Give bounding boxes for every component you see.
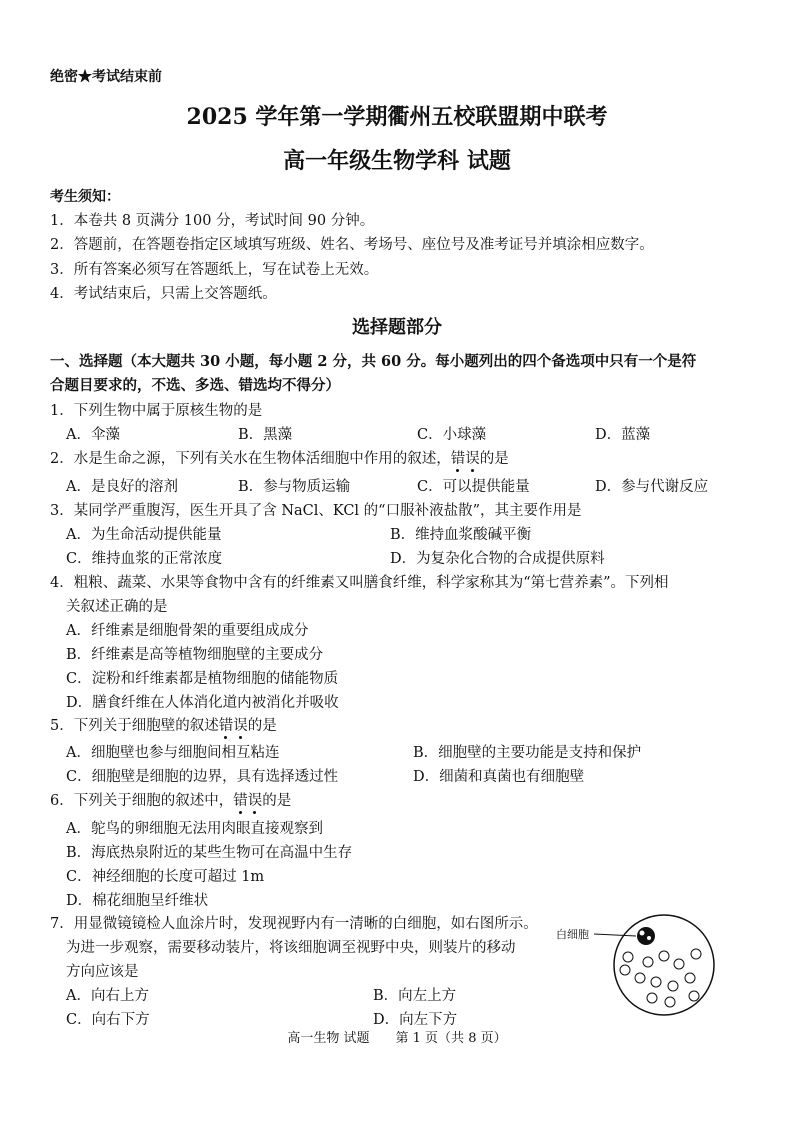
question-6-option-a: A．鸵鸟的卵细胞无法用肉眼直接观察到 (66, 821, 323, 837)
question-4-stem-line2: 关叙述正确的是 (66, 599, 168, 615)
question-2-option-d: D．参与代谢反应 (595, 479, 709, 495)
red-blood-cell (620, 965, 630, 975)
part-heading-line2: 合题目要求的，不选、多选、错选均不得分） (50, 377, 340, 394)
question-2-stem (50, 447, 509, 468)
red-blood-cell (643, 957, 653, 967)
field-of-view-circle (614, 915, 714, 1015)
microscope-field-figure (556, 912, 726, 1022)
exam-subtitle: 高一年级生物学科 试题 (283, 148, 511, 174)
question-1-option-c: C．小球藻 (417, 427, 487, 443)
question-6-stem-end: 的是 (262, 793, 292, 809)
red-blood-cell (668, 981, 678, 991)
question-6-option-d: D．棉花细胞呈纤维状 (66, 893, 209, 909)
question-3-option-b: B．维持血浆酸碱平衡 (390, 527, 532, 543)
question-5-option-a: A．细胞壁也参与细胞间相互粘连 (66, 745, 280, 761)
emphasis-char: 错 (218, 718, 234, 734)
question-1-stem: 1．下列生物中属于原核生物的是 (50, 403, 263, 419)
emphasis-char: 误 (233, 718, 248, 734)
question-5-stem-text: 5．下列关于细胞壁的叙述 (50, 718, 219, 734)
question-7-stem-line3: 方向应该是 (66, 964, 139, 980)
notice-heading: 考生须知： (50, 189, 120, 205)
question-5-stem (50, 714, 277, 735)
red-blood-cell (685, 973, 695, 983)
question-1-option-b: B．黑藻 (238, 427, 293, 443)
question-4-option-a: A．纤维素是细胞骨架的重要组成成分 (66, 623, 309, 639)
question-4-stem: 4．粗粮、蔬菜、水果等食物中含有的纤维素又叫膳食纤维，科学家称其为“第七营养素”。下列相 (50, 575, 669, 591)
question-7-option-a: A．向右上方 (66, 988, 149, 1004)
red-blood-cell (651, 977, 661, 987)
notice-item: 2．答题前，在答题卷指定区域填写班级、姓名、考场号、座位号及准考证号并填涂相应数字。 (50, 237, 654, 253)
page-footer: 高一生物 试题 第 1 页（共 8 页） (287, 1031, 507, 1046)
emphasis-char: 错 (233, 793, 248, 809)
question-2-option-a: A．是良好的溶剂 (66, 479, 178, 495)
question-6-stem (50, 789, 291, 810)
question-3-option-a: A．为生命活动提供能量 (66, 527, 222, 543)
question-6-stem-text: 6．下列关于细胞的叙述中， (50, 793, 234, 809)
white-cell-nucleus (640, 931, 645, 936)
question-5-stem-end: 的是 (247, 718, 277, 734)
white-blood-cell (637, 927, 655, 945)
red-blood-cell (659, 951, 669, 961)
red-blood-cell (689, 991, 699, 1001)
notice-item: 3．所有答案必须写在答题纸上，写在试卷上无效。 (50, 262, 379, 278)
emphasis-char: 错 (450, 451, 466, 467)
red-blood-cell (647, 993, 657, 1003)
question-5-option-b: B．细胞壁的主要功能是支持和保护 (413, 745, 642, 761)
emphasis-char: 误 (247, 793, 263, 809)
white-cell-nucleus (647, 936, 651, 940)
label-leader-line (594, 934, 636, 936)
question-7-option-b: B．向左上方 (373, 988, 457, 1004)
question-5-option-d: D．细菌和真菌也有细胞壁 (413, 769, 585, 785)
question-7-stem-line2: 为进一步观察，需要移动装片，将该细胞调至视野中央，则装片的移动 (66, 940, 516, 956)
question-6-option-c: C．神经细胞的长度可超过 1m (66, 869, 265, 885)
question-7-option-c: C．向右下方 (66, 1012, 150, 1028)
notice-item: 1．本卷共 8 页满分 100 分，考试时间 90 分钟。 (50, 213, 375, 229)
white-cell-label: 白细胞 (556, 928, 589, 941)
question-1-option-a: A．伞藻 (66, 427, 120, 443)
question-4-option-d: D．膳食纤维在人体消化道内被消化并吸收 (66, 695, 339, 711)
exam-title: 2025 学年第一学期衢州五校联盟期中联考 (186, 104, 608, 130)
secret-mark: 绝密★考试结束前 (50, 69, 162, 85)
question-2-option-c: C．可以提供能量 (417, 479, 530, 495)
question-3-option-c: C．维持血浆的正常浓度 (66, 551, 223, 567)
question-3-stem: 3．某同学严重腹泻，医生开具了含 NaCl、KCl 的“口服补液盐散”，其主要作用是 (50, 503, 582, 519)
question-1-option-d: D．蓝藻 (595, 427, 651, 443)
question-3-option-d: D．为复杂化合物的合成提供原料 (390, 551, 605, 567)
question-4-option-c: C．淀粉和纤维素都是植物细胞的储能物质 (66, 671, 339, 687)
red-blood-cell (674, 959, 684, 969)
emphasis-char: 误 (465, 451, 480, 467)
red-blood-cell (691, 949, 701, 959)
red-blood-cell (665, 997, 675, 1007)
question-4-option-b: B．纤维素是高等植物细胞壁的主要成分 (66, 647, 324, 663)
red-blood-cell (635, 973, 645, 983)
question-5-option-c: C．细胞壁是细胞的边界，具有选择透过性 (66, 769, 339, 785)
question-2-stem-end: 的是 (479, 451, 509, 467)
question-6-option-b: B．海底热泉附近的某些生物可在高温中生存 (66, 845, 353, 861)
question-7-option-d: D．向左下方 (373, 1012, 458, 1028)
part-heading-line1: 一、选择题（本大题共 30 小题，每小题 2 分，共 60 分。每小题列出的四个备选项中只有一个是符 (50, 353, 697, 370)
question-2-option-b: B．参与物质运输 (238, 479, 351, 495)
question-2-stem-text: 2．水是生命之源，下列有关水在生物体活细胞中作用的叙述， (50, 451, 451, 467)
section-title: 选择题部分 (352, 317, 442, 338)
notice-item: 4．考试结束后，只需上交答题纸。 (50, 286, 277, 302)
question-7-stem: 7．用显微镜镜检人血涂片时，发现视野内有一清晰的白细胞，如右图所示。 (50, 916, 538, 932)
red-blood-cell (623, 952, 633, 962)
